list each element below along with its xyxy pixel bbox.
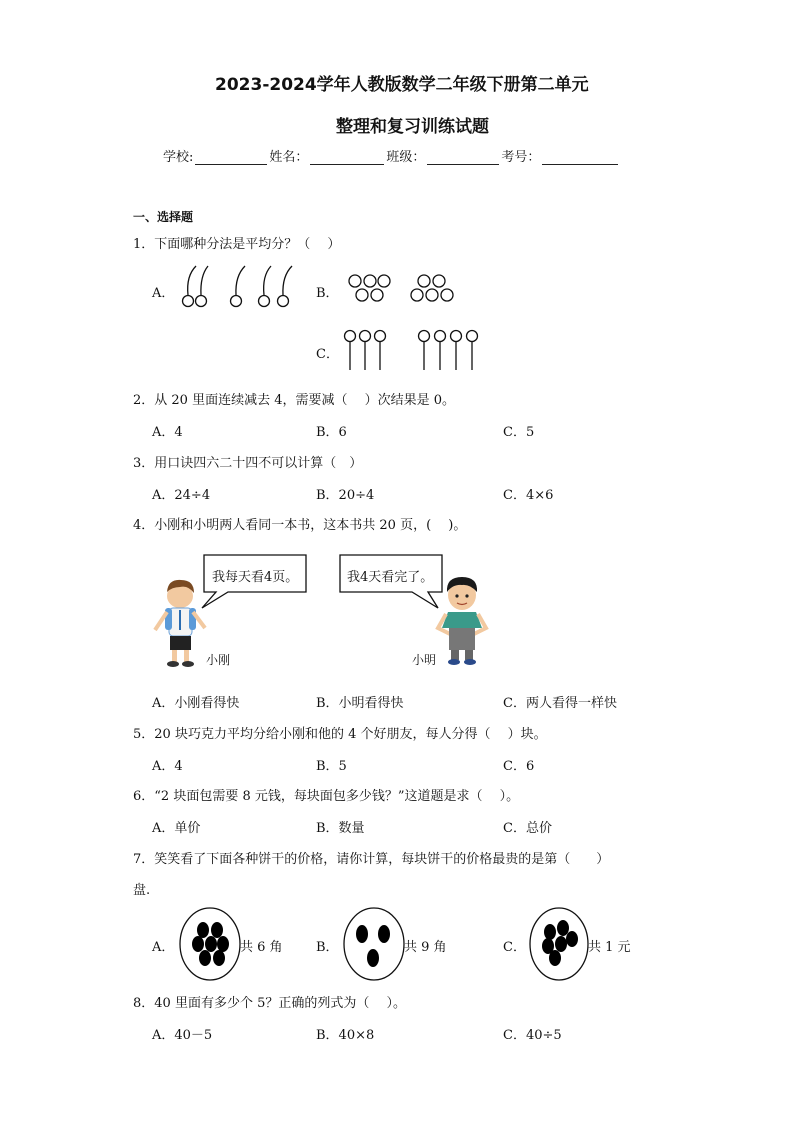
right-bubble-text: 我4天看完了。 <box>347 570 434 585</box>
q3-option-c[interactable]: C．4×6 <box>503 488 554 503</box>
name-label-xiaoming: 小明 <box>412 653 437 667</box>
q2-option-a[interactable]: A．4 <box>152 425 183 440</box>
number-field[interactable] <box>542 150 618 165</box>
q2-option-b[interactable]: B．6 <box>316 425 347 440</box>
q5-option-c[interactable]: C．6 <box>503 759 535 774</box>
q1-option-c-figure <box>340 328 490 372</box>
q8-option-c[interactable]: C．40÷5 <box>503 1028 562 1043</box>
q4-illustration <box>150 550 500 675</box>
left-bubble-text: 我每天看4页。 <box>212 570 299 585</box>
q7-option-b[interactable]: B． <box>316 940 339 955</box>
school-field[interactable] <box>195 150 267 165</box>
q5-option-b[interactable]: B．5 <box>316 759 347 774</box>
q1-option-a[interactable]: A． <box>152 286 175 301</box>
exam-title-line1: 2023-2024学年人教版数学二年级下册第二单元 <box>215 75 589 95</box>
q1-option-b[interactable]: B． <box>316 286 339 301</box>
exam-title-line2: 整理和复习训练试题 <box>336 117 489 137</box>
question-8: 8．40 里面有多少个 5？正确的列式为（ ）。 <box>133 996 406 1011</box>
q7-price-a: 共 6 角 <box>240 940 283 955</box>
q6-option-b[interactable]: B．数量 <box>316 821 365 836</box>
q8-option-b[interactable]: B．40×8 <box>316 1028 375 1043</box>
q3-option-a[interactable]: A．24÷4 <box>152 488 211 503</box>
number-label: 考号： <box>501 150 541 165</box>
school-label: 学校: <box>163 150 194 165</box>
q4-option-b[interactable]: B．小明看得快 <box>316 696 404 711</box>
q2-option-c[interactable]: C．5 <box>503 425 535 440</box>
name-field[interactable] <box>310 150 384 165</box>
question-5: 5．20 块巧克力平均分给小刚和他的 4 个好朋友，每人分得（ ）块。 <box>133 727 547 742</box>
question-7: 7．笑笑看了下面各种饼干的价格，请你计算，每块饼干的价格最贵的是第（ ） <box>133 852 610 867</box>
q3-option-b[interactable]: B．20÷4 <box>316 488 375 503</box>
q7-plate-b <box>342 906 406 982</box>
class-label: 班级： <box>386 150 426 165</box>
q7-option-c[interactable]: C． <box>503 940 526 955</box>
class-field[interactable] <box>427 150 499 165</box>
q7-price-c: 共 1 元 <box>588 940 631 955</box>
q4-option-c[interactable]: C．两人看得一样快 <box>503 696 617 711</box>
question-6: 6．“2 块面包需要 8 元钱，每块面包多少钱？”这道题是求（ ）。 <box>133 789 520 804</box>
question-4: 4．小刚和小明两人看同一本书，这本书共 20 页，( )。 <box>133 518 467 533</box>
q7-price-b: 共 9 角 <box>404 940 447 955</box>
q4-option-a[interactable]: A．小刚看得快 <box>152 696 240 711</box>
boy-xiaoming-figure <box>438 577 486 665</box>
q6-option-a[interactable]: A．单价 <box>152 821 201 836</box>
student-info-row <box>163 146 620 165</box>
q1-option-b-figure <box>343 272 463 304</box>
q1-option-c[interactable]: C． <box>316 347 339 362</box>
name-label: 姓名： <box>269 150 309 165</box>
q7-plate-c <box>528 906 590 982</box>
boy-xiaogang-figure <box>155 580 205 667</box>
section-heading: 一、选择题 <box>133 210 194 224</box>
q7-plate-a <box>178 906 242 982</box>
q5-option-a[interactable]: A．4 <box>152 759 183 774</box>
question-2: 2．从 20 里面连续减去 4，需要减（ ）次结果是 0。 <box>133 393 456 408</box>
question-1: 1．下面哪种分法是平均分？（ ） <box>133 237 341 252</box>
q7-option-a[interactable]: A． <box>152 940 175 955</box>
question-7-cont: 盘. <box>133 883 151 898</box>
q1-option-a-figure <box>178 262 298 312</box>
name-label-xiaogang: 小刚 <box>206 653 231 667</box>
q8-option-a[interactable]: A．40－5 <box>152 1028 213 1043</box>
question-3: 3．用口诀四六二十四不可以计算（ ） <box>133 456 363 471</box>
q6-option-c[interactable]: C．总价 <box>503 821 552 836</box>
